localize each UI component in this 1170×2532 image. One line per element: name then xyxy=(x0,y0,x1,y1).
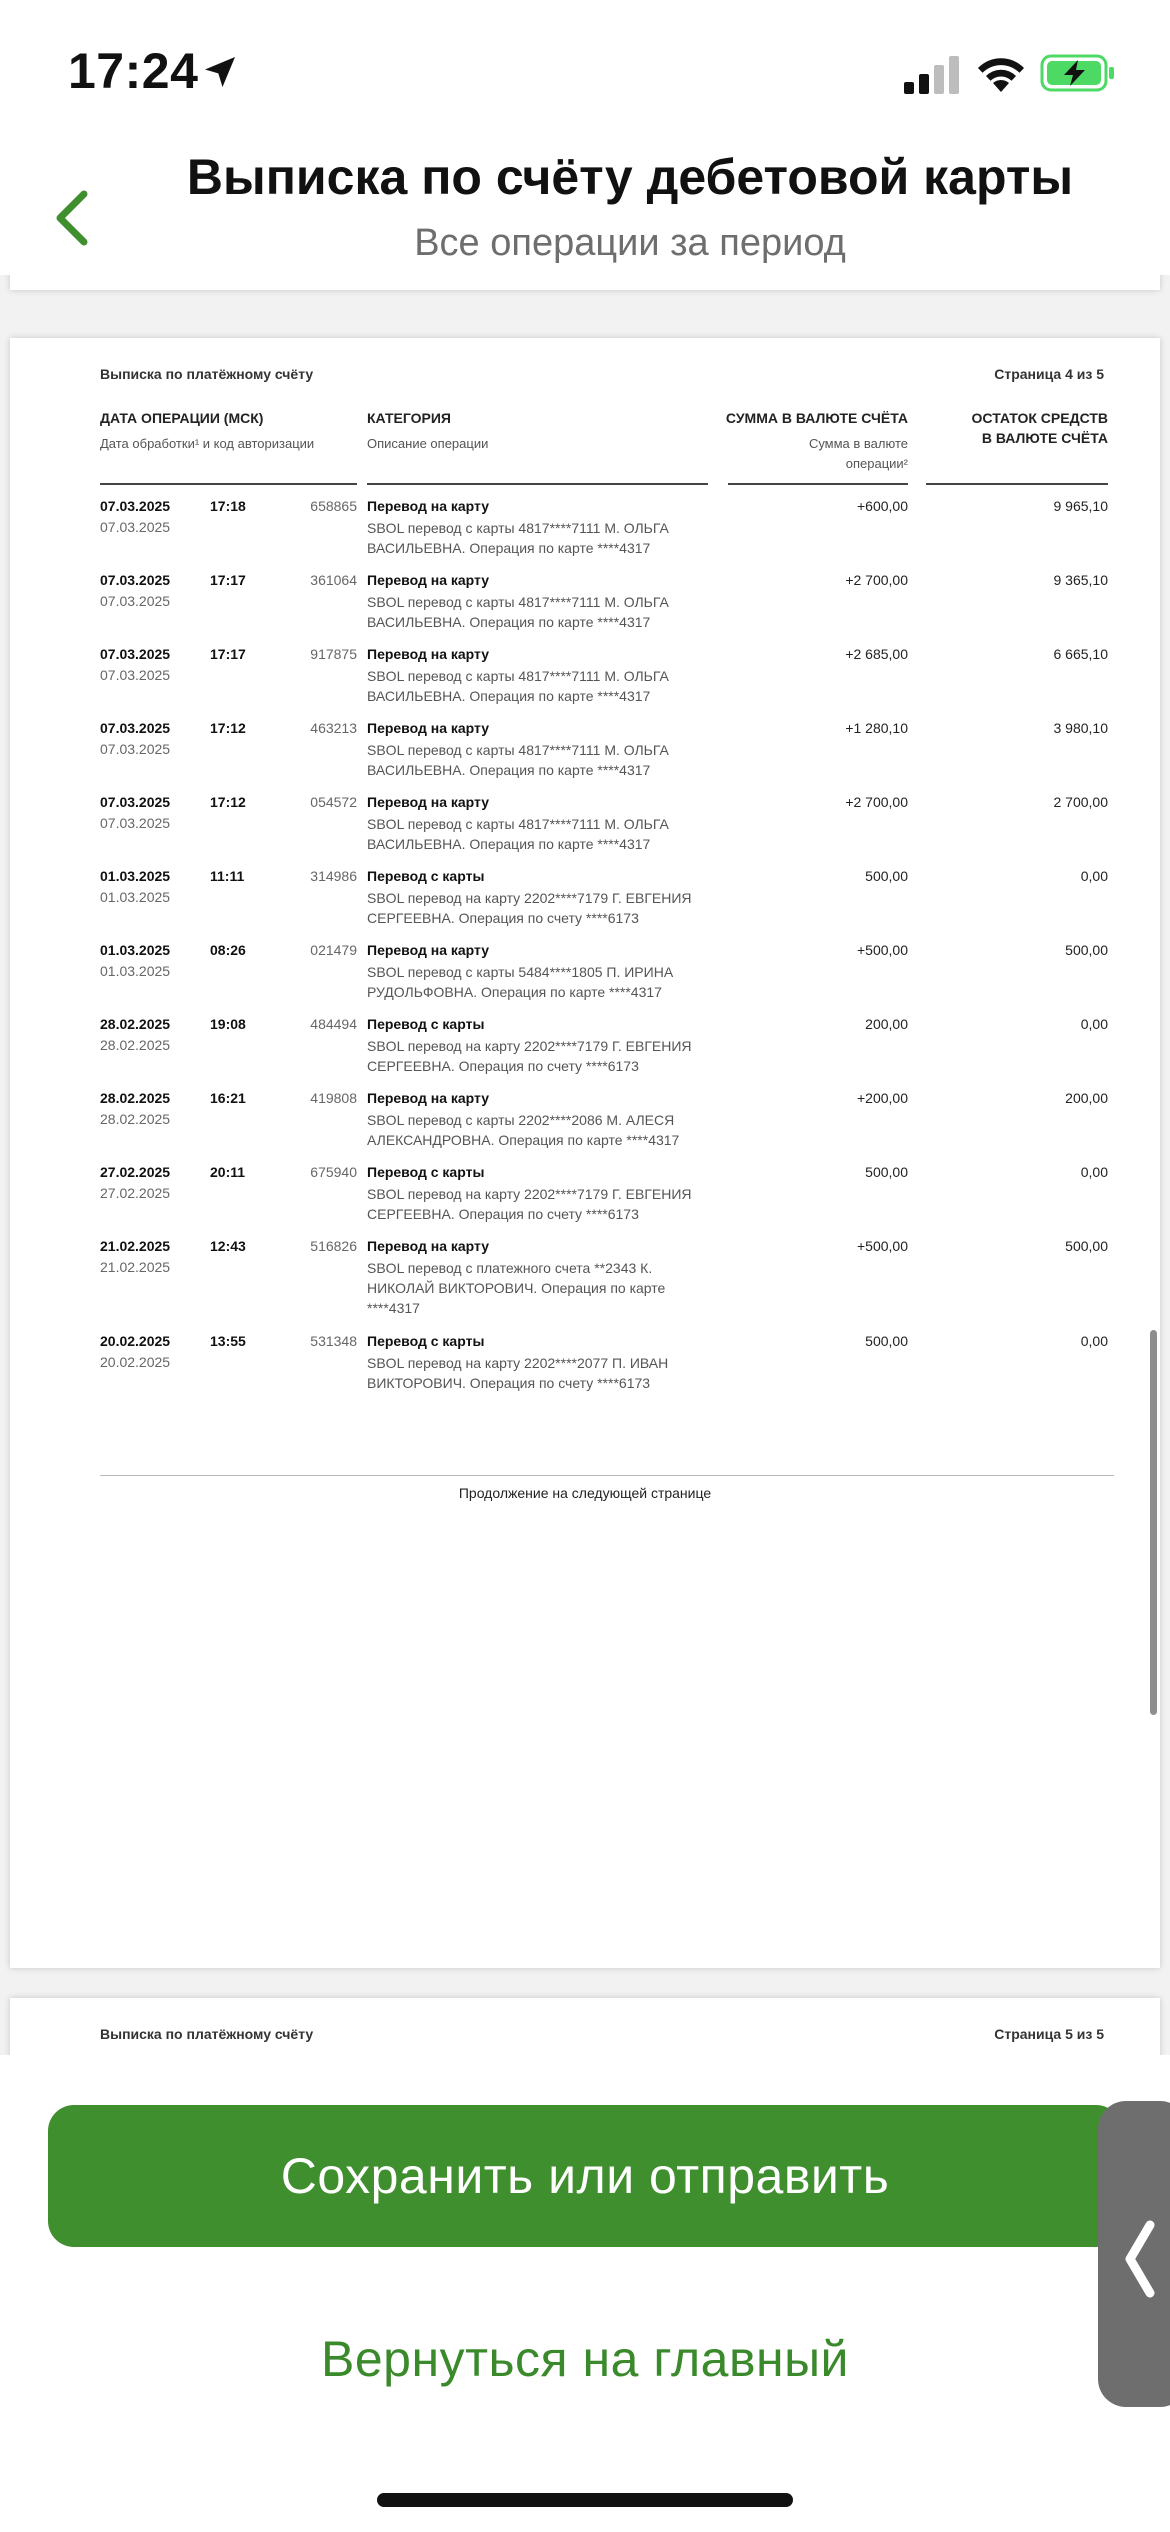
statement-viewer[interactable] xyxy=(0,275,1170,2055)
column-amount-subheader-2: операции² xyxy=(845,456,908,471)
tx-date: 07.03.2025 xyxy=(100,794,171,810)
tx-description: SBOL перевод с платежного счета **2343 К. НИКОЛАЙ ВИКТОРОВИЧ. Операция по карте ****4317 xyxy=(367,1260,666,1316)
tx-description: SBOL перевод на карту 2202****7179 Г. ЕВГЕНИЯ СЕРГЕЕВНА. Операция по счету ****6173 xyxy=(367,1038,692,1074)
column-rule xyxy=(367,483,708,485)
tx-date: 01.03.2025 xyxy=(100,942,171,958)
tx-processed-date: 07.03.2025 xyxy=(100,667,171,683)
tx-processed-date: 27.02.2025 xyxy=(100,1185,171,1201)
tx-balance: 0,00 xyxy=(1080,1333,1108,1349)
tx-date: 07.03.2025 xyxy=(100,646,171,662)
tx-auth-code: 361064 xyxy=(310,572,357,588)
tx-time: 11:11 xyxy=(210,868,245,884)
tx-time: 13:55 xyxy=(210,1333,246,1349)
tx-amount: +500,00 xyxy=(857,1238,908,1254)
tx-amount: +2 700,00 xyxy=(845,794,908,810)
tx-processed-date: 01.03.2025 xyxy=(100,963,171,979)
column-amount-header: СУММА В ВАЛЮТЕ СЧЁТА xyxy=(725,410,908,426)
status-time: 17:24 xyxy=(68,43,199,99)
tx-description: SBOL перевод с карты 2202****2086 М. АЛЕСЯ АЛЕКСАНДРОВНА. Операция по карте ****4317 xyxy=(367,1112,680,1148)
tx-category: Перевод с карты xyxy=(367,1164,485,1180)
tx-balance: 2 700,00 xyxy=(1053,794,1108,810)
column-date-header: ДАТА ОПЕРАЦИИ (МСК) xyxy=(100,410,264,426)
tx-processed-date: 20.02.2025 xyxy=(100,1354,171,1370)
wifi-icon xyxy=(975,52,1027,94)
column-balance-header-2: В ВАЛЮТЕ СЧЁТА xyxy=(981,430,1108,446)
tx-auth-code: 419808 xyxy=(310,1090,357,1106)
column-rule xyxy=(926,483,1108,485)
tx-description: SBOL перевод с карты 4817****7111 М. ОЛЬГА ВАСИЛЬЕВНА. Операция по карте ****4317 xyxy=(367,816,669,852)
return-home-button[interactable]: Вернуться на главный xyxy=(321,2331,849,2387)
tx-balance: 500,00 xyxy=(1065,942,1108,958)
tx-auth-code: 531348 xyxy=(310,1333,357,1349)
tx-category: Перевод с карты xyxy=(367,868,485,884)
tx-amount: +2 685,00 xyxy=(845,646,908,662)
save-or-send-button[interactable]: Сохранить или отправить xyxy=(48,2105,1122,2247)
tx-date: 20.02.2025 xyxy=(100,1333,171,1349)
tx-time: 12:43 xyxy=(210,1238,246,1254)
tx-category: Перевод на карту xyxy=(367,1090,490,1106)
column-category-header: КАТЕГОРИЯ xyxy=(367,410,451,426)
tx-category: Перевод на карту xyxy=(367,794,490,810)
tx-auth-code: 658865 xyxy=(310,498,357,514)
tx-amount: +500,00 xyxy=(857,942,908,958)
tx-category: Перевод с карты xyxy=(367,1016,485,1032)
statement-label: Выписка по платёжному счёту xyxy=(100,366,314,382)
column-category-subheader: Описание операции xyxy=(367,436,489,451)
tx-description: SBOL перевод с карты 4817****7111 М. ОЛЬГА ВАСИЛЬЕВНА. Операция по карте ****4317 xyxy=(367,668,669,704)
page-number: Страница 4 из 5 xyxy=(994,366,1104,382)
tx-amount: 200,00 xyxy=(865,1016,908,1032)
tx-time: 17:17 xyxy=(210,572,246,588)
scrollbar[interactable] xyxy=(1150,1330,1157,1715)
tx-amount: +200,00 xyxy=(857,1090,908,1106)
page-subtitle: Все операции за период xyxy=(414,222,846,264)
column-date-subheader: Дата обработки¹ и код авторизации xyxy=(100,436,315,451)
battery-charging-icon xyxy=(1040,52,1116,94)
table-bottom-rule xyxy=(100,1475,1114,1476)
column-rule xyxy=(728,483,908,485)
tx-category: Перевод на карту xyxy=(367,498,490,514)
tx-balance: 9 965,10 xyxy=(1053,498,1108,514)
page-title: Выписка по счёту дебетовой карты xyxy=(186,149,1074,205)
tx-amount: 500,00 xyxy=(865,1333,908,1349)
tx-balance: 0,00 xyxy=(1080,1016,1108,1032)
tx-category: Перевод на карту xyxy=(367,572,490,588)
tx-processed-date: 28.02.2025 xyxy=(100,1037,171,1053)
tx-amount: 500,00 xyxy=(865,1164,908,1180)
tx-description: SBOL перевод с карты 4817****7111 М. ОЛЬГА ВАСИЛЬЕВНА. Операция по карте ****4317 xyxy=(367,594,669,630)
tx-description: SBOL перевод с карты 4817****7111 М. ОЛЬГА ВАСИЛЬЕВНА. Операция по карте ****4317 xyxy=(367,520,669,556)
continued-note: Продолжение на следующей странице xyxy=(458,1485,712,1501)
tx-amount: +600,00 xyxy=(857,498,908,514)
tx-auth-code: 516826 xyxy=(310,1238,357,1254)
tx-balance: 0,00 xyxy=(1080,868,1108,884)
tx-auth-code: 917875 xyxy=(310,646,357,662)
tx-category: Перевод на карту xyxy=(367,942,490,958)
tx-amount: +1 280,10 xyxy=(845,720,908,736)
tx-balance: 3 980,10 xyxy=(1053,720,1108,736)
tx-date: 27.02.2025 xyxy=(100,1164,171,1180)
tx-description: SBOL перевод на карту 2202****7179 Г. ЕВГЕНИЯ СЕРГЕЕВНА. Операция по счету ****6173 xyxy=(367,1186,692,1222)
tx-processed-date: 01.03.2025 xyxy=(100,889,171,905)
tx-description: SBOL перевод на карту 2202****2077 П. ИВАН ВИКТОРОВИЧ. Операция по счету ****6173 xyxy=(367,1355,669,1391)
tx-processed-date: 07.03.2025 xyxy=(100,593,171,609)
tx-date: 01.03.2025 xyxy=(100,868,171,884)
tx-balance: 9 365,10 xyxy=(1053,572,1108,588)
tx-auth-code: 054572 xyxy=(310,794,357,810)
tx-category: Перевод на карту xyxy=(367,646,490,662)
tx-date: 28.02.2025 xyxy=(100,1090,171,1106)
tx-description: SBOL перевод с карты 5484****1805 П. ИРИНА РУДОЛЬФОВНА. Операция по карте ****4317 xyxy=(367,964,674,1000)
tx-description: SBOL перевод с карты 4817****7111 М. ОЛЬГА ВАСИЛЬЕВНА. Операция по карте ****4317 xyxy=(367,742,669,778)
tx-time: 19:08 xyxy=(210,1016,246,1032)
cellular-signal-icon xyxy=(904,56,962,94)
tx-processed-date: 07.03.2025 xyxy=(100,741,171,757)
column-rule xyxy=(100,483,357,485)
tx-amount: +2 700,00 xyxy=(845,572,908,588)
home-indicator[interactable] xyxy=(377,2493,793,2507)
tx-amount: 500,00 xyxy=(865,868,908,884)
tx-time: 20:11 xyxy=(210,1164,246,1180)
statement-page xyxy=(10,338,1160,1968)
location-arrow-icon xyxy=(200,52,240,92)
tx-auth-code: 314986 xyxy=(310,868,357,884)
page-number: Страница 5 из 5 xyxy=(994,2026,1104,2042)
tx-time: 17:18 xyxy=(210,498,246,514)
tx-date: 07.03.2025 xyxy=(100,572,171,588)
tx-auth-code: 675940 xyxy=(310,1164,357,1180)
tx-time: 17:17 xyxy=(210,646,246,662)
tx-processed-date: 28.02.2025 xyxy=(100,1111,171,1127)
tx-balance: 0,00 xyxy=(1080,1164,1108,1180)
chevron-left-icon xyxy=(1120,2219,1160,2299)
nav-header xyxy=(0,130,1170,275)
tx-category: Перевод на карту xyxy=(367,720,490,736)
statement-page-next xyxy=(10,1998,1160,2055)
tx-processed-date: 07.03.2025 xyxy=(100,519,171,535)
tx-balance: 200,00 xyxy=(1065,1090,1108,1106)
tx-date: 07.03.2025 xyxy=(100,720,171,736)
tx-auth-code: 021479 xyxy=(310,942,357,958)
tx-time: 08:26 xyxy=(210,942,246,958)
tx-date: 28.02.2025 xyxy=(100,1016,171,1032)
tx-date: 07.03.2025 xyxy=(100,498,171,514)
statement-label: Выписка по платёжному счёту xyxy=(100,2026,314,2042)
tx-time: 16:21 xyxy=(210,1090,246,1106)
tx-date: 21.02.2025 xyxy=(100,1238,171,1254)
tx-category: Перевод с карты xyxy=(367,1333,485,1349)
tx-processed-date: 07.03.2025 xyxy=(100,815,171,831)
tx-time: 17:12 xyxy=(210,720,246,736)
tx-balance: 500,00 xyxy=(1065,1238,1108,1254)
bottom-actions xyxy=(0,2055,1170,2532)
tx-time: 17:12 xyxy=(210,794,246,810)
tx-balance: 6 665,10 xyxy=(1053,646,1108,662)
statement-page-prev xyxy=(10,275,1160,290)
column-amount-subheader-1: Сумма в валюте xyxy=(808,436,908,451)
tx-category: Перевод на карту xyxy=(367,1238,490,1254)
status-bar xyxy=(0,0,1170,130)
tx-processed-date: 21.02.2025 xyxy=(100,1259,171,1275)
tx-auth-code: 484494 xyxy=(310,1016,357,1032)
tx-description: SBOL перевод на карту 2202****7179 Г. ЕВГЕНИЯ СЕРГЕЕВНА. Операция по счету ****6173 xyxy=(367,890,692,926)
column-balance-header-1: ОСТАТОК СРЕДСТВ xyxy=(971,410,1108,426)
tx-auth-code: 463213 xyxy=(310,720,357,736)
